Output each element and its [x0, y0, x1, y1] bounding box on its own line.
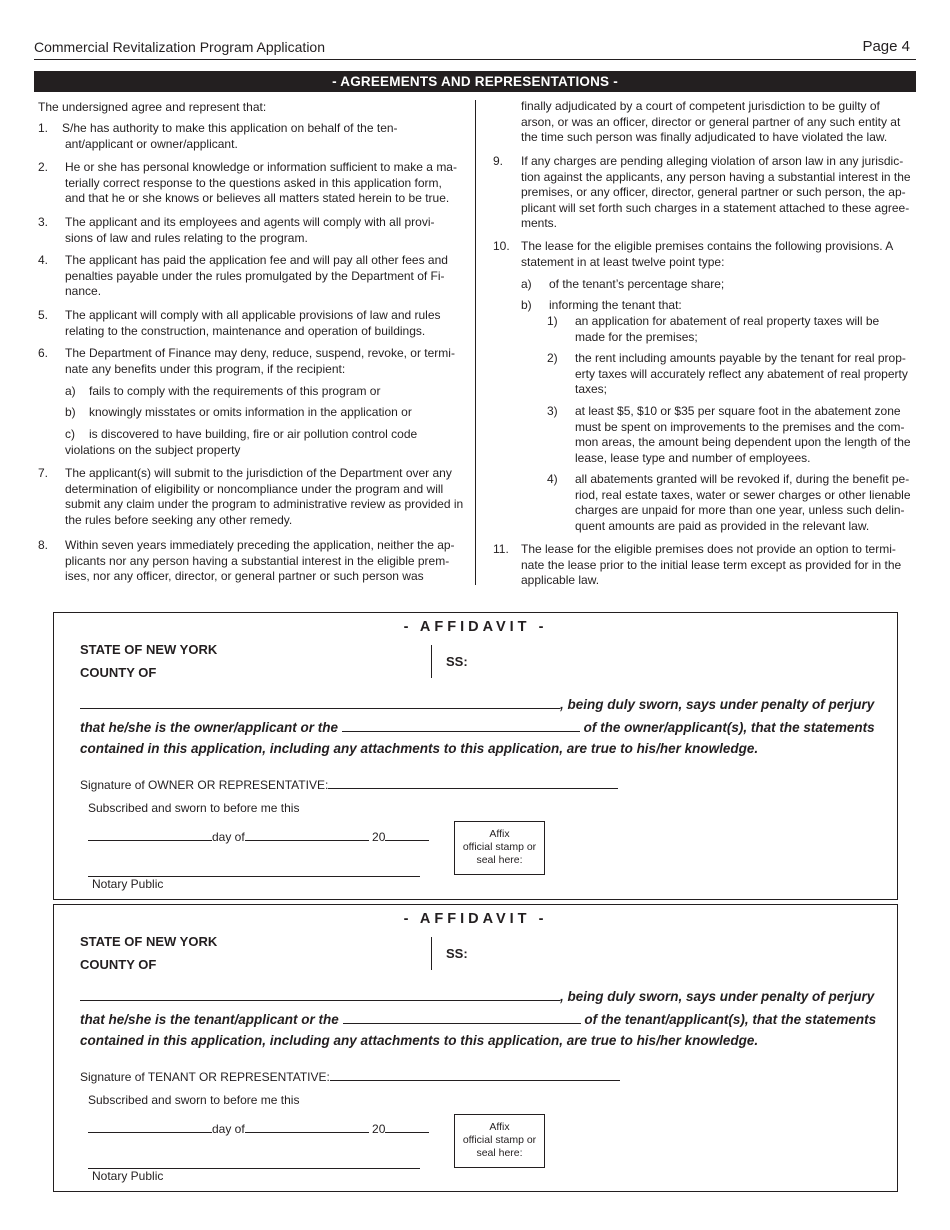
item-4-text: The applicant has paid the application fee and will pay all other fees and penalties payable under the rules promulgated by the Department of Fi- nance.: [65, 253, 448, 299]
date-row: day of 20: [88, 828, 429, 844]
state-label: STATE OF NEW YORK: [80, 642, 218, 657]
item-6-sub-letter: c): [65, 427, 75, 441]
sub-item-3-text: at least $5, $10 or $35 per square foot in the abatement zone must be spent on improvements to the premises and the com- mon areas, the amount being dependent upon the length of the lease, lease type and number of employees.: [575, 404, 911, 465]
item-1-text: S/he has authority to make this application on behalf of the ten- ant/applicant or owner/applicant.: [62, 121, 398, 151]
year-field[interactable]: [385, 1120, 429, 1133]
signature-row: Signature of OWNER OR REPRESENTATIVE:: [80, 776, 618, 792]
date-row: day of 20: [88, 1120, 429, 1136]
item-number: 9.: [493, 154, 504, 168]
sub-item-1-text: an application for abatement of real property taxes will be made for the premises;: [575, 314, 880, 344]
item-number: 4.: [38, 253, 49, 267]
oath-line-1: , being duly sworn, says under penalty of perjury: [80, 987, 874, 1004]
item-6c-text: is discovered to have building, fire or air pollution control code: [89, 427, 418, 441]
item-number: 11.: [493, 542, 509, 556]
signature-row: Signature of TENANT OR REPRESENTATIVE:: [80, 1068, 620, 1084]
item-number: 1.: [38, 121, 49, 135]
ss-divider: [431, 937, 432, 970]
ss-label: SS:: [446, 654, 468, 669]
signature-field[interactable]: [328, 776, 618, 789]
year-field[interactable]: [385, 828, 429, 841]
item-number: 3.: [38, 215, 49, 229]
item-5-text: The applicant will comply with all applicable provisions of law and rules relating to the construction, maintenance and operation of buildings.: [65, 308, 441, 338]
notary-label: Notary Public: [92, 1169, 164, 1183]
affiant-name-field[interactable]: [80, 695, 560, 709]
month-field[interactable]: [245, 828, 369, 841]
item-number: 10.: [493, 239, 510, 253]
notary-label: Notary Public: [92, 877, 164, 891]
item-number: 5.: [38, 308, 49, 322]
form-title: Commercial Revitalization Program Application: [34, 39, 326, 55]
item-11-text: The lease for the eligible premises does not provide an option to termi- nate the lease prior to the initial lease term except as provided for in the applicable law.: [521, 542, 902, 588]
title-field[interactable]: [343, 1010, 581, 1024]
item-2-text: He or she has personal knowledge or information sufficient to make a ma- terially correct response to the questions asked in this application form, and that he or she knows or believes all matters stated herein to be true.: [65, 160, 457, 206]
oath-line-3: contained in this application, including any attachments to this application, are true to his/her knowledge.: [80, 1033, 759, 1048]
item-10-sub-letter: a): [521, 277, 532, 291]
item-number: 7.: [38, 466, 49, 480]
affidavit-title: - AFFIDAVIT -: [403, 619, 548, 635]
oath-line-2: that he/she is the tenant/applicant or the of the tenant/applicant(s), that the statements: [80, 1012, 877, 1027]
item-10b-text: informing the tenant that:: [549, 298, 682, 312]
oath-line-2: that he/she is the owner/applicant or the of the owner/applicant(s), that the statements: [80, 720, 875, 735]
county-label: COUNTY OF: [80, 957, 157, 972]
sub-item-number: 1): [547, 314, 558, 328]
state-label: STATE OF NEW YORK: [80, 934, 218, 949]
item-10-text: The lease for the eligible premises contains the following provisions. A statement in at least twelve point type:: [521, 239, 894, 269]
title-field[interactable]: [342, 718, 580, 732]
item-number: 2.: [38, 160, 49, 174]
notary-stamp-box: Affix official stamp or seal here:: [454, 821, 545, 875]
owner-affidavit-box: [53, 612, 898, 900]
sub-item-number: 3): [547, 404, 558, 418]
day-field[interactable]: [88, 1120, 212, 1133]
notary-stamp-box: Affix official stamp or seal here:: [454, 1114, 545, 1168]
day-field[interactable]: [88, 828, 212, 841]
item-8-text-cont: finally adjudicated by a court of competent jurisdiction to be guilty of arson, or was an officer, director or general partner of any such entity at the time such person was finally adjudicated to have violated the law.: [521, 99, 901, 145]
sub-item-number: 4): [547, 472, 558, 486]
ss-divider: [431, 645, 432, 678]
item-number: 8.: [38, 538, 49, 552]
item-7-text: The applicant(s) will submit to the jurisdiction of the Department over any determination of eligibility or noncompliance under the program and will submit any claim under the program to administrative review as provided in the rules before seeking any other remedy.: [65, 466, 464, 527]
county-label: COUNTY OF: [80, 665, 157, 680]
ss-label: SS:: [446, 946, 468, 961]
item-6a-text: fails to comply with the requirements of this program or: [89, 384, 381, 398]
page-number: Page 4: [862, 38, 910, 55]
item-6c-text-cont: violations on the subject property: [65, 443, 241, 457]
tenant-affidavit-box: [53, 904, 898, 1192]
item-6-sub-letter: b): [65, 405, 76, 419]
affidavit-title: - AFFIDAVIT -: [403, 911, 548, 927]
item-3-text: The applicant and its employees and agents will comply with all provi- sions of law and rules relating to the program.: [65, 215, 435, 245]
header-rule: [34, 59, 916, 60]
subscribed-text: Subscribed and sworn to before me this: [88, 1093, 300, 1107]
month-field[interactable]: [245, 1120, 369, 1133]
section-heading: - AGREEMENTS AND REPRESENTATIONS -: [34, 71, 916, 92]
sub-item-4-text: all abatements granted will be revoked if, during the benefit pe- riod, real estate taxes, water or sewer charges or other lienable charges are unpaid for more than one year, unless such delin- quent amounts are paid as provided in the relevant law.: [575, 472, 911, 533]
oath-line-1: , being duly sworn, says under penalty of perjury: [80, 695, 874, 712]
item-10a-text: of the tenant’s percentage share;: [549, 277, 725, 291]
item-6-text: The Department of Finance may deny, reduce, suspend, revoke, or termi- nate any benefits under this program, if the recipient:: [65, 346, 455, 376]
subscribed-text: Subscribed and sworn to before me this: [88, 801, 300, 815]
oath-line-3: contained in this application, including any attachments to this application, are true to his/her knowledge.: [80, 741, 759, 756]
sub-item-number: 2): [547, 351, 558, 365]
signature-field[interactable]: [330, 1068, 620, 1081]
item-number: 6.: [38, 346, 49, 360]
intro-text: The undersigned agree and represent that:: [38, 100, 267, 114]
affiant-name-field[interactable]: [80, 987, 560, 1001]
item-6-sub-letter: a): [65, 384, 76, 398]
column-divider: [475, 100, 476, 585]
item-6b-text: knowingly misstates or omits information in the application or: [89, 405, 412, 419]
sub-item-2-text: the rent including amounts payable by the tenant for real prop- erty taxes will accurately reflect any abatement of real property taxes;: [575, 351, 908, 397]
item-8-text: Within seven years immediately preceding the application, neither the ap- plicants nor any person having a substantial interest in the eligible prem- ises, nor any officer, director, or general partner or such person was: [65, 538, 455, 584]
item-9-text: If any charges are pending alleging violation of arson law in any jurisdic- tion against the applicants, any person having a substantial interest in the premises, or any officer, director, general partner or such person, the ap- plicant will set forth such charges in a statement attached to these agree- ments.: [521, 154, 911, 231]
item-10-sub-letter: b): [521, 298, 532, 312]
